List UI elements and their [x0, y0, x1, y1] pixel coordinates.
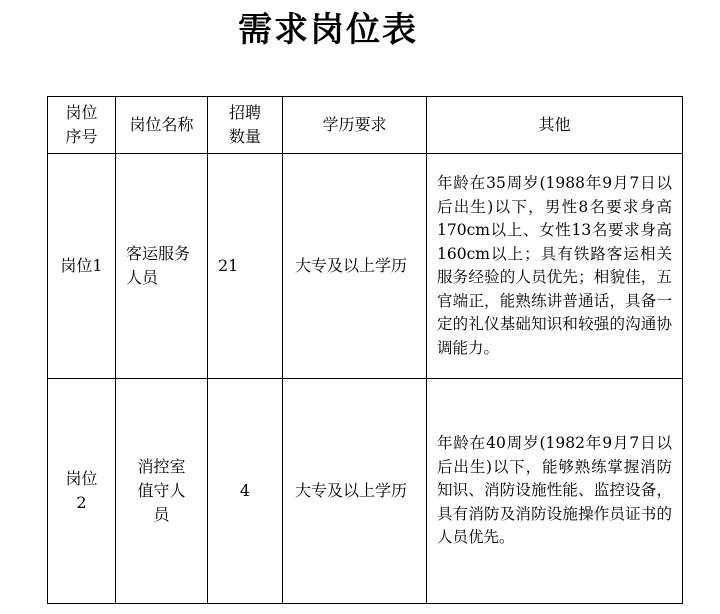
page-title: 需求岗位表	[238, 10, 418, 50]
cell-position-no	[48, 379, 116, 604]
cell-position-name: 消控室值守人员	[116, 379, 208, 604]
cell-recruit-count: 4	[208, 379, 283, 604]
header-recruit-count	[208, 97, 283, 154]
positions-table	[47, 96, 683, 604]
cell-position-no-label: 岗位2	[65, 469, 98, 512]
header-education: 学历要求	[283, 97, 427, 154]
cell-education: 大专及以上学历	[283, 154, 427, 379]
cell-position-name: 客运服务人员	[116, 154, 208, 379]
header-position-no-label: 岗位序号	[65, 103, 98, 146]
cell-position-no: 岗位1	[48, 154, 116, 379]
cell-education: 大专及以上学历	[283, 379, 427, 604]
header-recruit-count-label: 招聘数量	[228, 103, 261, 146]
table-header-row	[48, 97, 683, 154]
table-row	[48, 379, 683, 604]
cell-other: 年龄在40周岁(1982年9月7日以后出生)以下，能够熟练掌握消防知识、消防设施性能、监控设备，具有消防及消防设施操作员证书的人员优先。	[427, 379, 683, 604]
cell-other: 年龄在35周岁(1988年9月7日以后出生)以下，男性8名要求身高170cm以上、女性13名要求身高160cm以上；具有铁路客运相关服务经验的人员优先；相貌佳，五官端正，能熟练讲普通话，具备一定的礼仪基础知识和较强的沟通协调能力。	[427, 154, 683, 379]
header-position-no	[48, 97, 116, 154]
header-other: 其他	[427, 97, 683, 154]
header-position-name: 岗位名称	[116, 97, 208, 154]
cell-recruit-count: 21	[208, 154, 283, 379]
table-row	[48, 154, 683, 379]
